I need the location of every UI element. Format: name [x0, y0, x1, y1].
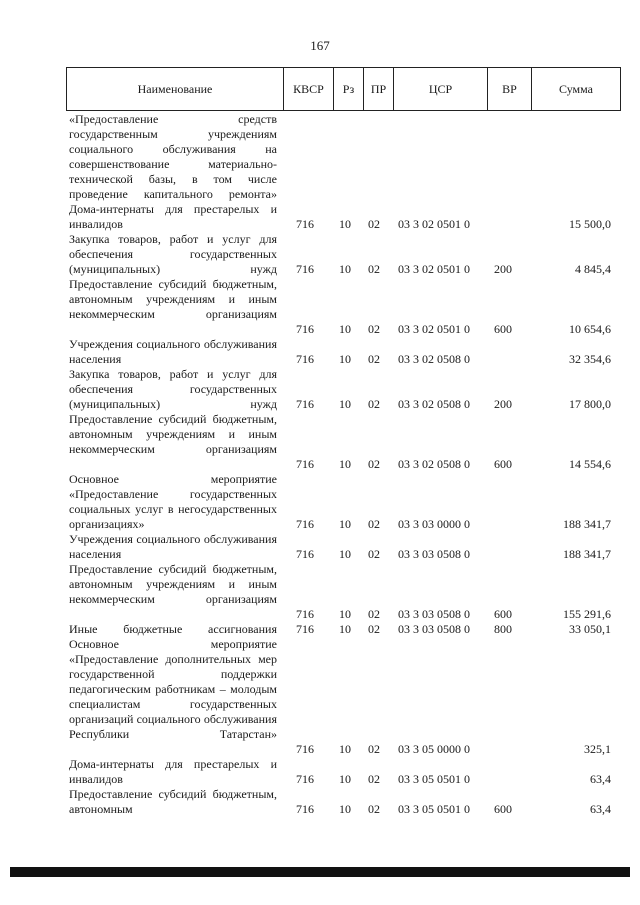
- row-values: [0, 262, 640, 277]
- table-row: [0, 562, 640, 622]
- row-pr: 02: [368, 322, 380, 336]
- row-sum: 14 554,6: [569, 457, 611, 471]
- header-name: Наименование: [67, 68, 284, 110]
- row-sum: 33 050,1: [569, 622, 611, 636]
- row-rz: 10: [339, 622, 351, 636]
- row-kvsr: 716: [296, 457, 314, 471]
- row-csr: 03 3 03 0508 0: [398, 547, 470, 561]
- row-name: Дома-интернаты для престарелых и инвалидов: [69, 202, 277, 231]
- row-kvsr: 716: [296, 517, 314, 531]
- row-pr: 02: [368, 607, 380, 621]
- row-pr: 02: [368, 742, 380, 756]
- row-pr: 02: [368, 457, 380, 471]
- row-values: [0, 607, 640, 622]
- row-vr: 600: [494, 607, 512, 621]
- row-sum: 63,4: [590, 802, 611, 816]
- row-name: Иные бюджетные ассигнования: [69, 622, 277, 636]
- row-values: [0, 622, 640, 637]
- row-pr: 02: [368, 547, 380, 561]
- row-csr: 03 3 02 0508 0: [398, 397, 470, 411]
- row-kvsr: 716: [296, 262, 314, 276]
- row-sum: 10 654,6: [569, 322, 611, 336]
- table-row: [0, 472, 640, 532]
- table-row: [0, 532, 640, 562]
- row-values: [0, 772, 640, 787]
- row-rz: 10: [339, 352, 351, 366]
- table-row: [0, 787, 640, 817]
- row-rz: 10: [339, 742, 351, 756]
- table-row: [0, 232, 640, 277]
- row-sum: 32 354,6: [569, 352, 611, 366]
- row-rz: 10: [339, 607, 351, 621]
- row-vr: 600: [494, 457, 512, 471]
- row-pr: 02: [368, 622, 380, 636]
- table-row: [0, 112, 640, 202]
- row-rz: 10: [339, 457, 351, 471]
- row-values: [0, 517, 640, 532]
- row-sum: 15 500,0: [569, 217, 611, 231]
- row-name: Учреждения социального обслуживания населения: [69, 337, 277, 366]
- row-name: Закупка товаров, работ и услуг для обеспечения государственных (муниципальных) нужд: [69, 367, 277, 411]
- table-row: [0, 337, 640, 367]
- row-vr: 200: [494, 262, 512, 276]
- row-sum: 63,4: [590, 772, 611, 786]
- row-kvsr: 716: [296, 802, 314, 816]
- header-rz: Рз: [334, 68, 364, 110]
- table-row: [0, 637, 640, 757]
- row-values: [0, 742, 640, 757]
- row-name: Дома-интернаты для престарелых и инвалидов: [69, 757, 277, 786]
- row-csr: 03 3 02 0501 0: [398, 217, 470, 231]
- row-name: Предоставление субсидий бюджетным, автономным учреждениям и иным некоммерческим организациям: [69, 412, 277, 456]
- row-pr: 02: [368, 517, 380, 531]
- row-pr: 02: [368, 262, 380, 276]
- row-pr: 02: [368, 352, 380, 366]
- row-csr: 03 3 02 0508 0: [398, 457, 470, 471]
- table-row: [0, 757, 640, 787]
- header-vr: ВР: [488, 68, 532, 110]
- row-pr: 02: [368, 217, 380, 231]
- row-sum: 325,1: [584, 742, 611, 756]
- row-values: [0, 802, 640, 817]
- row-sum: 4 845,4: [575, 262, 611, 276]
- row-kvsr: 716: [296, 322, 314, 336]
- row-rz: 10: [339, 217, 351, 231]
- row-kvsr: 716: [296, 352, 314, 366]
- row-rz: 10: [339, 262, 351, 276]
- row-csr: 03 3 02 0508 0: [398, 352, 470, 366]
- scan-edge-bar: [10, 867, 630, 877]
- header-pr: ПР: [364, 68, 394, 110]
- row-csr: 03 3 05 0501 0: [398, 772, 470, 786]
- row-values: [0, 187, 640, 202]
- row-sum: 188 341,7: [563, 517, 611, 531]
- header-sum: Сумма: [559, 81, 593, 96]
- row-values: [0, 457, 640, 472]
- row-vr: 600: [494, 322, 512, 336]
- row-vr: 600: [494, 802, 512, 816]
- table-row: [0, 622, 640, 637]
- row-name: Предоставление субсидий бюджетным, автономным учреждениям и иным некоммерческим организациям: [69, 562, 277, 606]
- row-rz: 10: [339, 547, 351, 561]
- row-values: [0, 352, 640, 367]
- table-header: [66, 67, 621, 111]
- page-number: 167: [310, 38, 330, 53]
- row-sum: 188 341,7: [563, 547, 611, 561]
- table-body: [0, 112, 640, 817]
- row-csr: 03 3 05 0501 0: [398, 802, 470, 816]
- table-row: [0, 412, 640, 472]
- row-rz: 10: [339, 517, 351, 531]
- row-vr: 800: [494, 622, 512, 636]
- row-rz: 10: [339, 772, 351, 786]
- row-rz: 10: [339, 322, 351, 336]
- row-csr: 03 3 03 0000 0: [398, 517, 470, 531]
- row-pr: 02: [368, 772, 380, 786]
- row-csr: 03 3 03 0508 0: [398, 607, 470, 621]
- row-name: Основное мероприятие «Предоставление дополнительных мер государственной поддержки педагогическим работникам – молодым специалистам государственных организаций социального обслуживания Республики Татарстан»: [69, 637, 277, 741]
- row-name: Основное мероприятие «Предоставление государственных социальных услуг в негосударственных организациях»: [69, 472, 277, 531]
- header-csr: ЦСР: [394, 68, 488, 110]
- row-csr: 03 3 03 0508 0: [398, 622, 470, 636]
- row-kvsr: 716: [296, 772, 314, 786]
- row-name: «Предоставление средств государственным учреждениям социального обслуживания на совершенствование материально-технической базы, в том числе проведение капитального ремонта»: [69, 112, 277, 201]
- table-row: [0, 202, 640, 232]
- row-vr: 200: [494, 397, 512, 411]
- row-kvsr: 716: [296, 742, 314, 756]
- row-rz: 10: [339, 802, 351, 816]
- row-kvsr: 716: [296, 547, 314, 561]
- row-values: [0, 322, 640, 337]
- row-rz: 10: [339, 397, 351, 411]
- row-kvsr: 716: [296, 397, 314, 411]
- header-kvsr: КВСР: [284, 68, 334, 110]
- row-name: Учреждения социального обслуживания населения: [69, 532, 277, 561]
- row-name: Предоставление субсидий бюджетным, автономным: [69, 787, 277, 816]
- row-kvsr: 716: [296, 217, 314, 231]
- row-values: [0, 547, 640, 562]
- row-pr: 02: [368, 802, 380, 816]
- row-sum: 155 291,6: [563, 607, 611, 621]
- row-name: Предоставление субсидий бюджетным, автономным учреждениям и иным некоммерческим организациям: [69, 277, 277, 321]
- row-values: [0, 397, 640, 412]
- row-values: [0, 217, 640, 232]
- row-csr: 03 3 05 0000 0: [398, 742, 470, 756]
- row-kvsr: 716: [296, 607, 314, 621]
- table-row: [0, 277, 640, 337]
- row-csr: 03 3 02 0501 0: [398, 262, 470, 276]
- row-kvsr: 716: [296, 622, 314, 636]
- row-pr: 02: [368, 397, 380, 411]
- row-csr: 03 3 02 0501 0: [398, 322, 470, 336]
- row-name: Закупка товаров, работ и услуг для обеспечения государственных (муниципальных) нужд: [69, 232, 277, 276]
- row-sum: 17 800,0: [569, 397, 611, 411]
- table-row: [0, 367, 640, 412]
